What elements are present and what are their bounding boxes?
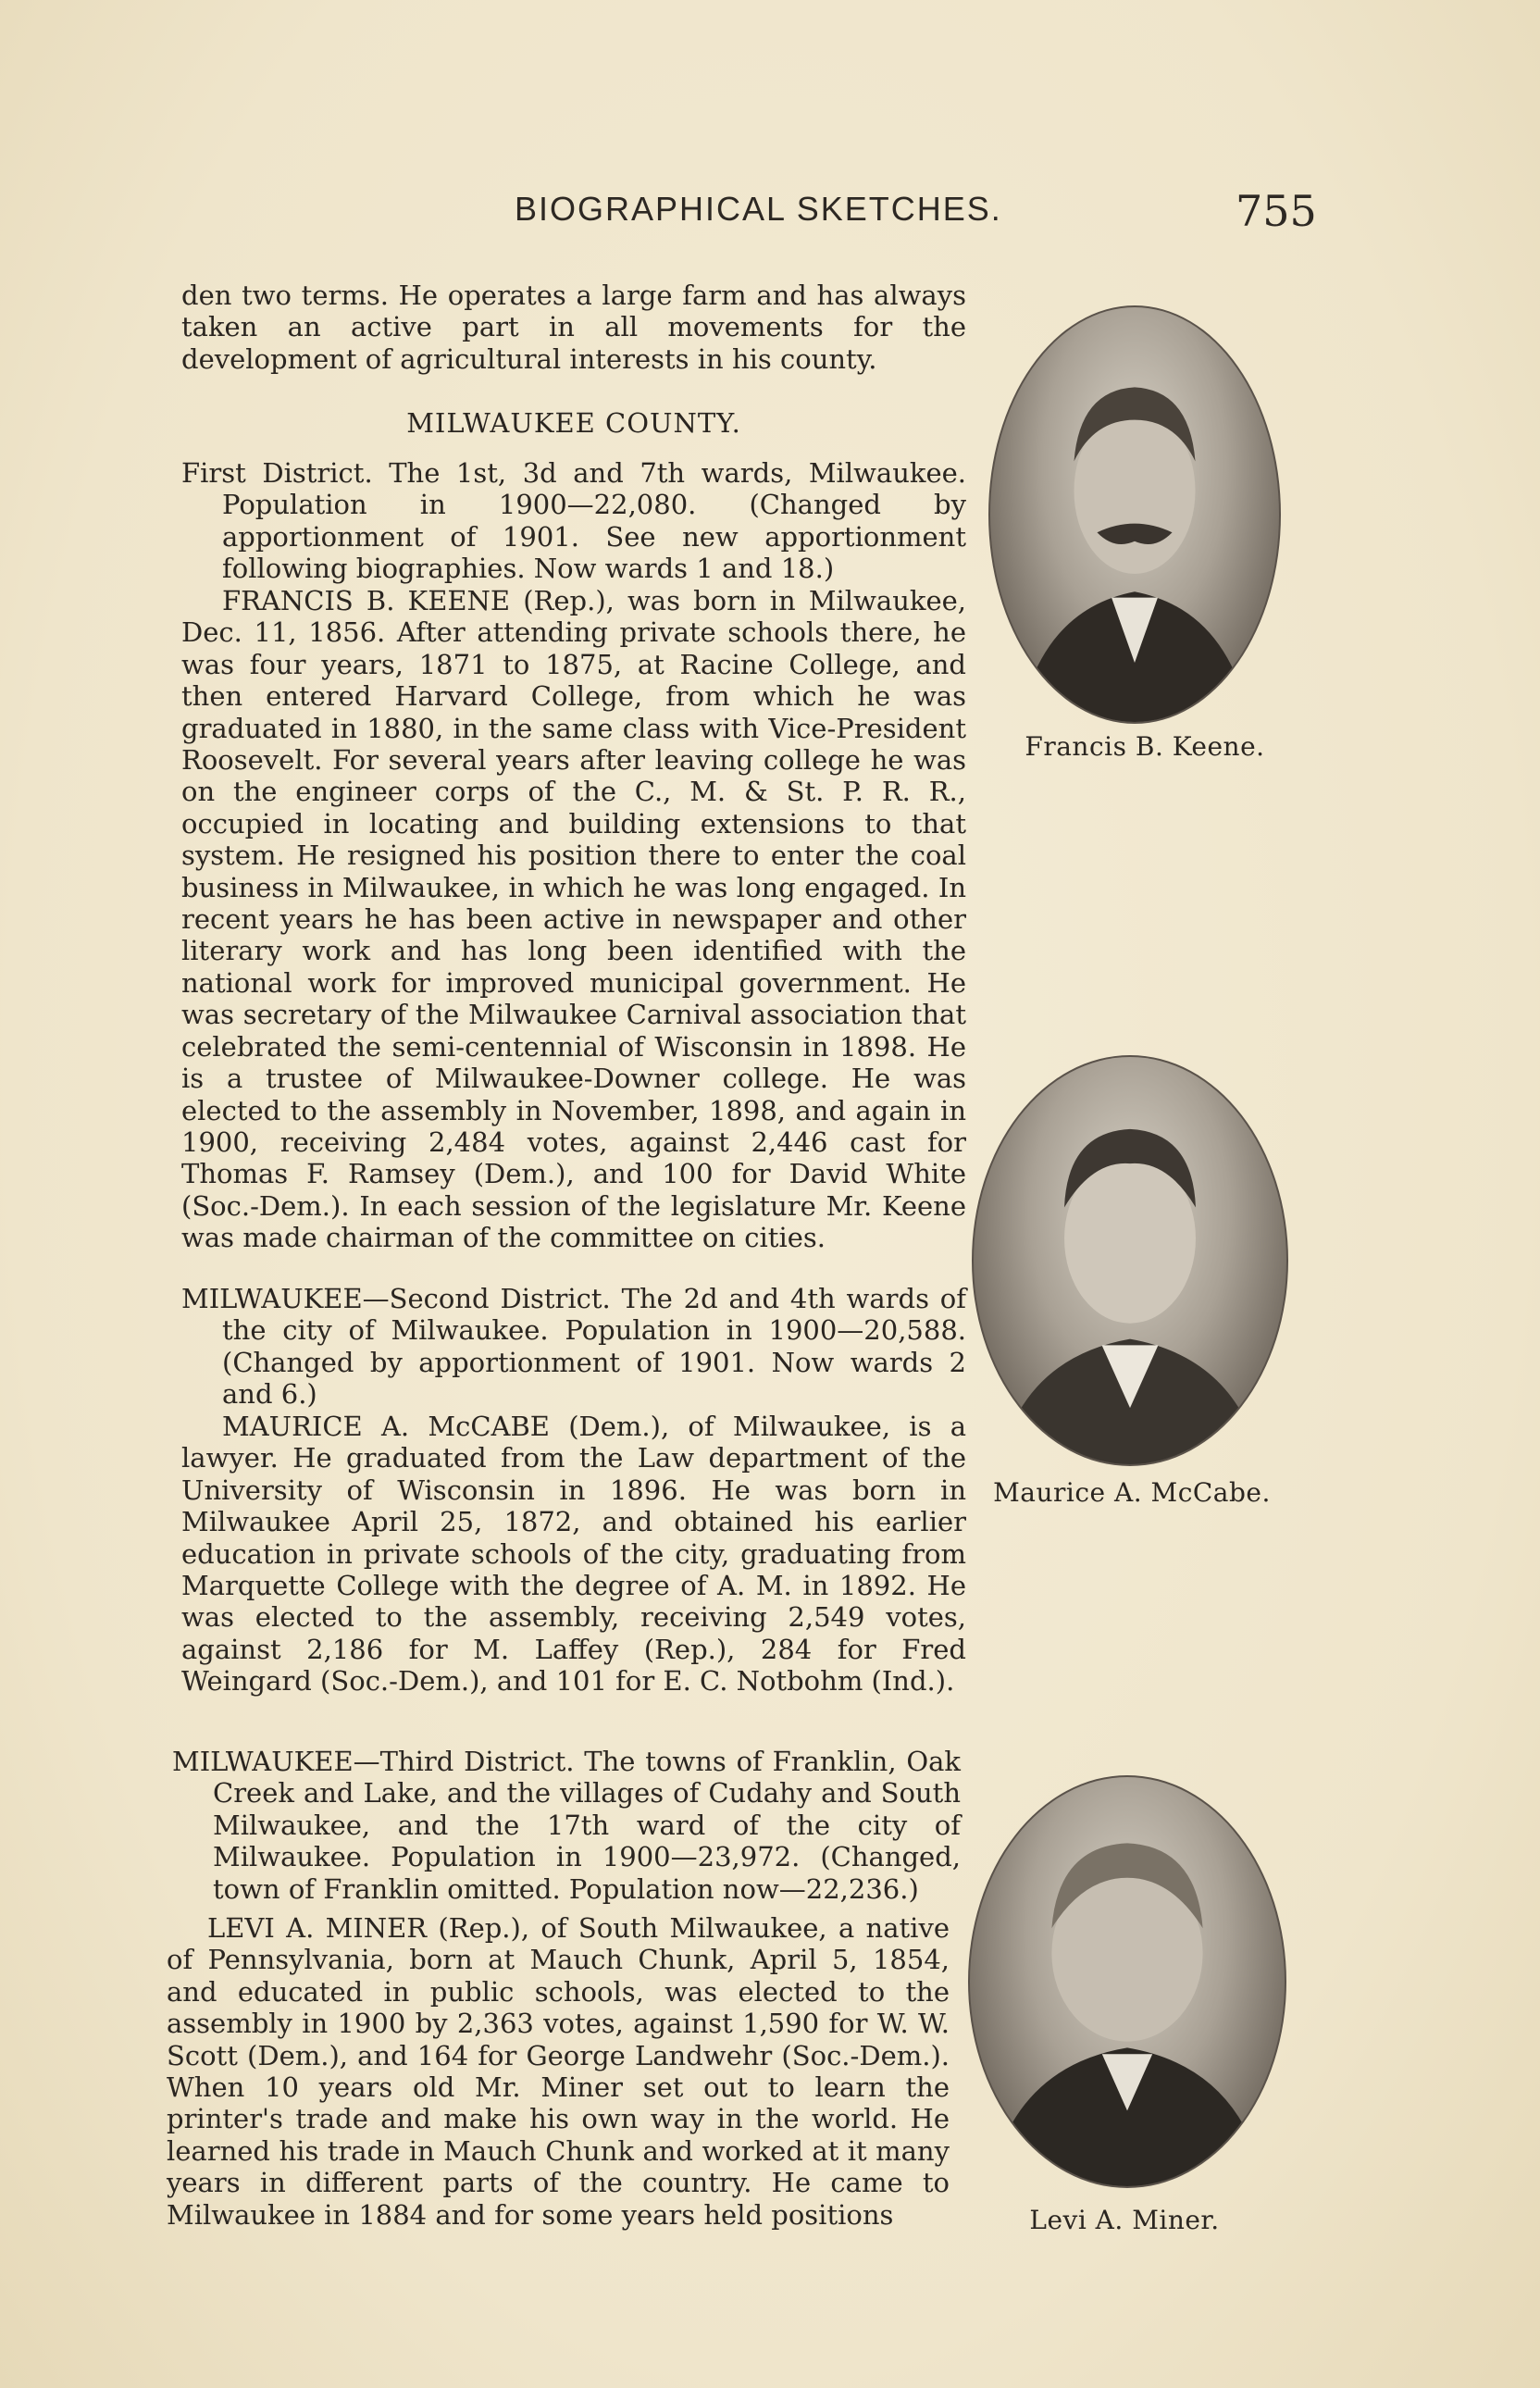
keene-biography: FRANCIS B. KEENE (Rep.), was born in Milwaukee, Dec. 11, 1856. After attending private schools there, he was four years, 1871 to 1875, at Racine College, and then entered Harvard College, from which he was graduated in 1880, in the same class with Vice-President Roosevelt. For several years after leaving college he was on the engineer corps of the C., M. & St. P. R. R., occupied in locating and building extensions to that system. He resigned his position there to enter the coal business in Milwaukee, in which he was long engaged. In recent years he has been active in newspaper and other literary work and has long been identified with the national work for improved municipal government. He was secretary of the Milwaukee Carnival association that celebrated the semi-centennial of Wisconsin in 1898. He is a trustee of Milwaukee-Downer college. He was elected to the assembly in November, 1898, and again in 1900, receiving 2,484 votes, against 2,446 cast for Thomas F. Ramsey (Dem.), and 100 for David White (Soc.-Dem.). In each session of the legislature Mr. Keene was made chairman of the committee on cities. — [181, 585, 966, 1254]
district-1-description: First District. The 1st, 3d and 7th wards, Milwaukee. Population in 1900—22,080. (Changed by apportionment of 1901. See new apportionment following biographies. Now wards 1 and 18.) — [181, 457, 966, 585]
caption-levi-miner: Levi A. Miner. — [1029, 2205, 1220, 2235]
running-title: BIOGRAPHICAL SKETCHES. — [515, 190, 1002, 228]
portrait-maurice-mccabe — [972, 1055, 1288, 1466]
district-3-description: MILWAUKEE—Third District. The towns of Franklin, Oak Creek and Lake, and the villages of Cudahy and South Milwaukee, and the 17th ward of the city of Milwaukee. Population in 1900—23,972. (Changed, town of Franklin omitted. Population now—22,236.) — [172, 1746, 961, 1905]
caption-francis-keene: Francis B. Keene. — [1025, 731, 1265, 762]
miner-biography: LEVI A. MINER (Rep.), of South Milwaukee, a native of Pennsylvania, born at Mauch Chunk, April 5, 1854, and educated in public schools, was elected to the assembly in 1900 by 2,363 votes, against 1,590 for W. W. Scott (Dem.), and 164 for George Landwehr (Soc.-Dem.). When 10 years old Mr. Miner set out to learn the printer's trade and make his own way in the world. He learned his trade in Mauch Chunk and worked at it many years in different parts of the country. He came to Milwaukee in 1884 and for some years held positions — [167, 1912, 950, 2231]
page-header — [0, 186, 1540, 245]
portrait-1-figure — [990, 307, 1279, 722]
district-2-description: MILWAUKEE—Second District. The 2d and 4th wards of the city of Milwaukee. Population in 1900—20,588. (Changed by apportionment of 1901. Now wards 2 and 6.) — [181, 1283, 966, 1411]
page-number: 755 — [1236, 186, 1317, 236]
county-heading: MILWAUKEE COUNTY. — [406, 407, 741, 439]
portrait-2-figure — [974, 1057, 1286, 1464]
intro-paragraph: den two terms. He operates a large farm and has always taken an active part in all movements for the development of agricultural interests in his county. — [181, 280, 966, 375]
mccabe-biography: MAURICE A. McCABE (Dem.), of Milwaukee, is a lawyer. He graduated from the Law department of the University of Wisconsin in 1896. He was born in Milwaukee April 25, 1872, and obtained his earlier education in private schools of the city, graduating from Marquette College with the degree of A. M. in 1892. He was elected to the assembly, receiving 2,549 votes, against 2,186 for M. Laffey (Rep.), 284 for Fred Weingard (Soc.-Dem.), and 101 for E. C. Notbohm (Ind.). — [181, 1411, 966, 1698]
portrait-levi-miner — [968, 1775, 1286, 2188]
portrait-3-figure — [970, 1777, 1285, 2186]
caption-maurice-mccabe: Maurice A. McCabe. — [993, 1477, 1271, 1508]
portrait-francis-keene — [988, 305, 1281, 724]
